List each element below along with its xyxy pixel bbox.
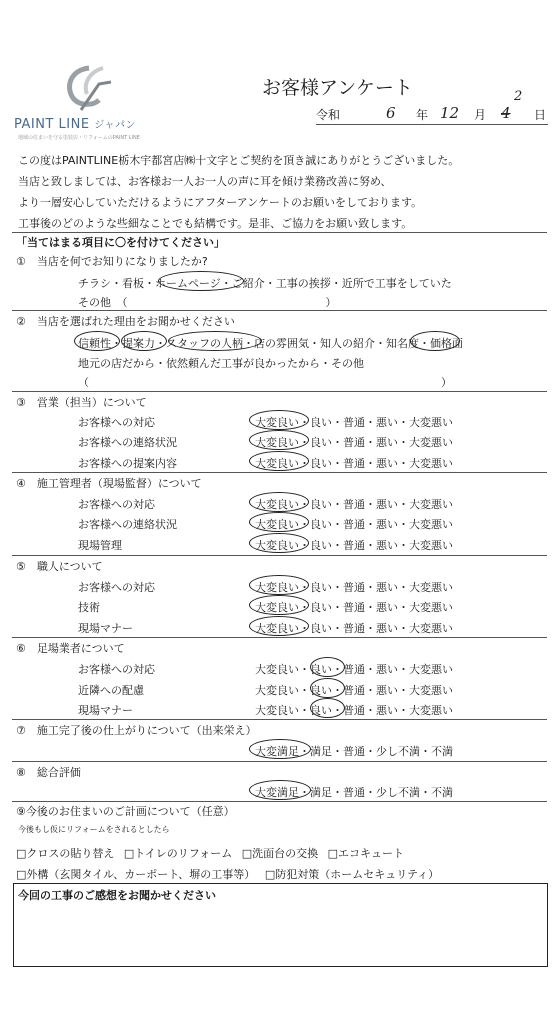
date-month-unit: 月 [474,108,487,122]
rating-scale: 大変良い・良い・普通・悪い・大変悪い [255,457,453,470]
logo-kana: ジャパン [94,120,137,131]
date-day-unit: 日 [534,108,547,122]
intro-line: 当店と致しましては、お客様お一人お一人の声に耳を傾け業務改善に努め、 [18,175,392,188]
date-day: 2 [514,89,523,104]
date-era: 令和 [316,108,341,122]
q3-item: お客様への連絡状況 [78,436,177,449]
q2-options-2: 地元の店だから・依然頼んだ工事が良かったから・その他 [78,357,364,370]
logo-mark-icon [59,64,119,116]
rating-scale: 大変良い・良い・普通・悪い・大変悪い [255,601,453,614]
answer-circle [158,271,244,291]
q9-sub: 今後もし仮にリフォームをされるとしたら [18,825,170,834]
q2-heading: ② 当店を選ばれた理由をお聞かせください [16,315,235,328]
rating-scale: 大変良い・良い・普通・悪い・大変悪い [255,622,453,635]
q6-item: 現場マナー [78,704,133,717]
answer-circle [249,492,309,512]
q3-heading: ③ 営業（担当）について [16,396,147,409]
q1-heading: ① 当店を何でお知りになりましたか? [16,255,208,268]
rating-scale: 大変良い・良い・普通・悪い・大変悪い [255,436,453,449]
answer-circle [249,430,309,450]
checkbox-option[interactable]: □エコキュート [327,847,405,860]
q4-item: お客様への連絡状況 [78,518,177,531]
q4-item: お客様への対応 [78,498,155,511]
q9-heading: ⑨今後のお住まいのご計画について（任意） [16,805,235,818]
checkbox-option[interactable]: □洗面台の交換 [241,847,319,860]
intro-line: この度はPAINTLINE栃木宇都宮店㈱十文字とご契約を頂き誠にありがとうございました。 [18,154,460,167]
answer-circle [310,657,345,677]
rating-scale: 大変良い・良い・普通・悪い・大変悪い [255,518,453,531]
q9-options-row [16,866,439,882]
date-year: 6 [386,104,396,122]
date-month: 12 [440,104,460,122]
date-day-struck: 4 [501,104,511,122]
answer-circle [249,410,309,430]
rating-scale: 大変良い・良い・普通・悪い・大変悪い [255,539,453,552]
rating-scale: 大変良い・良い・普通・悪い・大変悪い [255,663,453,676]
date-line [316,89,548,126]
checkbox-option[interactable]: □外構（玄関タイル、カーポート、塀の工事等） [16,868,256,881]
rating-scale: 大変良い・良い・普通・悪い・大変悪い [255,498,453,511]
q3-item: お客様への提案内容 [78,457,177,470]
answer-circle [74,331,120,351]
instruction: 「当てはまる項目に〇を付けてください」 [16,236,225,249]
date-year-unit: 年 [416,108,429,122]
q4-heading: ④ 施工管理者（現場監督）について [16,477,202,490]
rating-scale: 大変良い・良い・普通・悪い・大変悪い [255,704,453,717]
q8-heading: ⑧ 総合評価 [16,766,81,779]
rating-scale: 大変良い・良い・普通・悪い・大変悪い [255,684,453,697]
impressions-label: 今回の工事のご感想をお聞かせください [18,889,216,902]
q5-item: 技術 [78,601,100,614]
q2-options: 信頼性・提案力・スタッフの人柄・店の雰囲気・知人の紹介・知名度・価格面 [78,337,463,350]
company-logo [14,64,164,146]
answer-circle [249,739,311,759]
q5-item: 現場マナー [78,622,133,635]
q1-options: チラシ・看板・ホームページ・ご紹介・工事の挨拶・近所で工事をしていた [78,277,452,290]
answer-circle [249,533,309,553]
intro-line: より一層安心していただけるようにアフターアンケートのお願いをしております。 [18,196,423,209]
q9-options-row [16,845,404,861]
impressions-box[interactable] [13,883,548,967]
q7-heading: ⑦ 施工完了後の仕上がりについて（出来栄え） [16,724,257,737]
q6-item: 近隣への配慮 [78,684,144,697]
q5-heading: ⑤ 職人について [16,560,103,573]
logo-tagline: 地域の住まいを守る塗装店・リフォームのPAINT LINE [18,135,140,141]
checkbox-option[interactable]: □防犯対策（ホームセキュリティ） [264,868,440,881]
answer-circle [310,678,345,698]
q3-item: お客様への対応 [78,416,155,429]
answer-circle [249,616,309,636]
answer-circle [249,780,311,800]
q5-item: お客様への対応 [78,581,155,594]
answer-circle [168,331,262,351]
q6-item: お客様への対応 [78,663,155,676]
satisfaction-scale: 大変満足・満足・普通・少し不満・不満 [255,745,453,758]
satisfaction-scale: 大変満足・満足・普通・少し不満・不満 [255,786,453,799]
q6-heading: ⑥ 足場業者について [16,642,125,655]
checkbox-option[interactable]: □トイレのリフォーム [123,847,233,860]
answer-circle [249,595,309,615]
intro-text [18,150,459,234]
checkbox-option[interactable]: □クロスの貼り替え [16,847,115,860]
intro-line: 工事後のどのような些細なことでも結構です。是非、ご協力をお願い致します。 [18,217,413,230]
answer-circle [310,698,345,718]
answer-circle [249,512,309,532]
answer-circle [121,331,167,351]
q1-other: その他 （ ） [78,296,337,309]
answer-circle [249,451,309,471]
rating-scale: 大変良い・良い・普通・悪い・大変悪い [255,581,453,594]
logo-text: PAINT LINE [14,117,90,132]
answer-circle [410,331,460,351]
q2-other: （ ） [78,376,452,389]
q4-item: 現場管理 [78,539,122,552]
answer-circle [249,575,309,595]
page-title: お客様アンケート [262,77,413,99]
rating-scale: 大変良い・良い・普通・悪い・大変悪い [255,416,453,429]
